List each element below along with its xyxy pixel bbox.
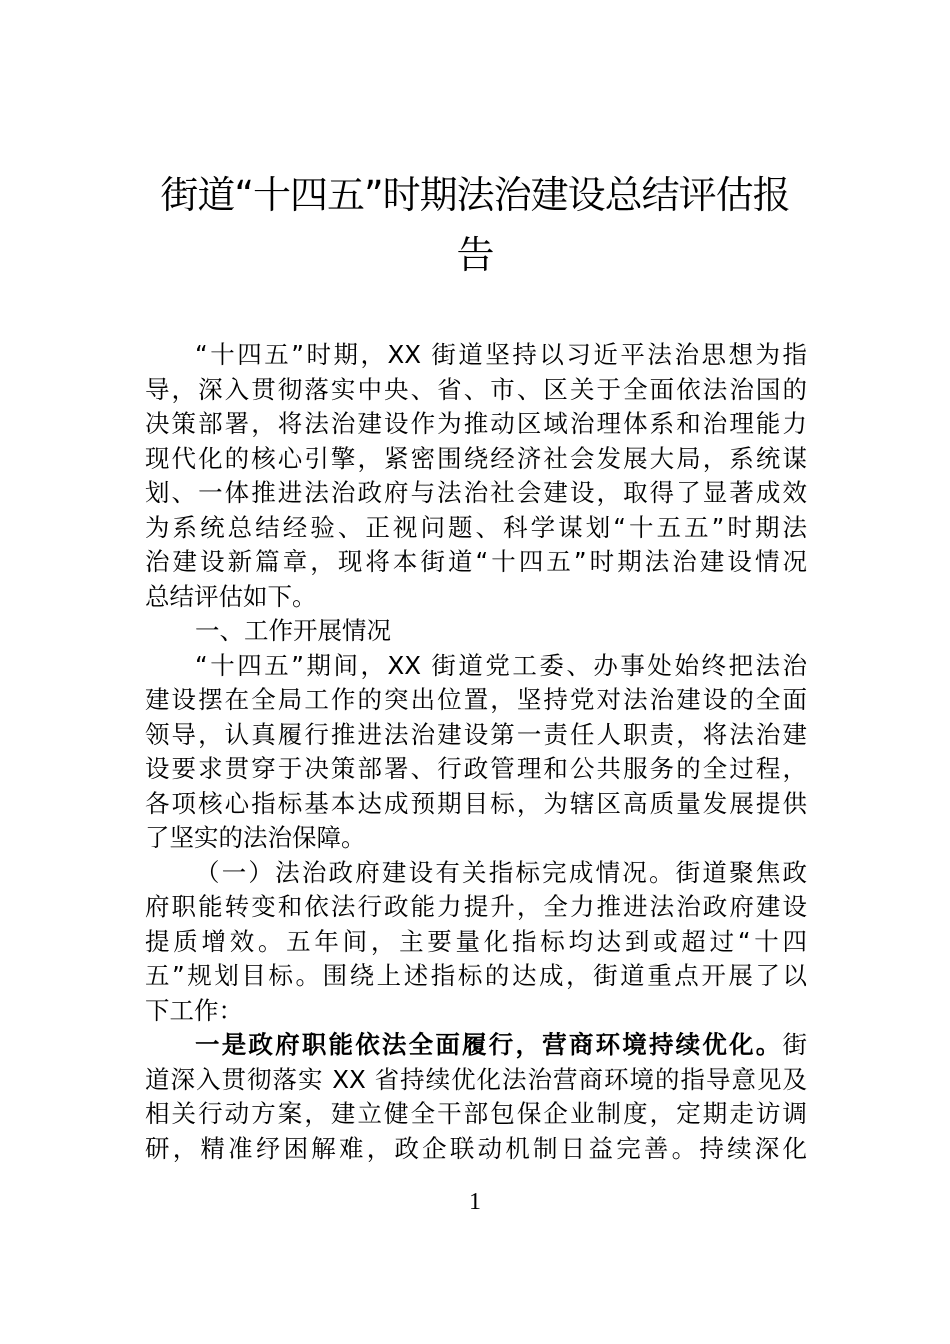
paragraph-line: “十四五”期间，XX 街道党工委、办事处始终把法治 [195, 650, 807, 680]
paragraph-line: 五”规划目标。围绕上述指标的达成，街道重点开展了以 [145, 961, 807, 990]
paragraph-line-with-bold-lead [145, 1028, 807, 1063]
paragraph-line: 研，精准纾困解难，政企联动机制日益完善。持续深化 [145, 1133, 807, 1163]
paragraph-line: 治建设新篇章，现将本街道“十四五”时期法治建设情况 [145, 547, 807, 576]
paragraph-line: 划、一体推进法治政府与法治社会建设，取得了显著成效 [145, 478, 807, 507]
paragraph-line: 各项核心指标基本达成预期目标，为辖区高质量发展提供 [145, 788, 807, 818]
page-number: 1 [469, 1189, 481, 1215]
paragraph-text: 街 [782, 1030, 807, 1059]
paragraph-line: 领导，认真履行推进法治建设第一责任人职责，将法治建 [145, 719, 807, 749]
paragraph-line: 提质增效。五年间，主要量化指标均达到或超过“十四 [145, 926, 807, 956]
paragraph-line: 决策部署，将法治建设作为推动区域治理体系和治理能力 [145, 409, 807, 438]
paragraph-line: 设要求贯穿于决策部署、行政管理和公共服务的全过程， [145, 754, 807, 783]
paragraph-line: 了坚实的法治保障。 [145, 823, 366, 852]
document-title-line-2: 告 [456, 233, 494, 277]
bold-lead-sentence: 一是政府职能依法全面履行，营商环境持续优化。 [195, 1030, 783, 1059]
document-body [145, 338, 807, 1166]
paragraph-line: “十四五”时期，XX 街道坚持以习近平法治思想为指 [195, 340, 807, 369]
paragraph-line: 为系统总结经验、正视问题、科学谋划“十五五”时期法 [145, 512, 807, 542]
paragraph-line: 现代化的核心引擎，紧密围绕经济社会发展大局，系统谋 [145, 443, 807, 473]
subsection-heading-line: （一）法治政府建设有关指标完成情况。街道聚焦政 [195, 857, 807, 887]
paragraph-line: 下工作： [145, 995, 243, 1025]
paragraph-line: 建设摆在全局工作的突出位置，坚持党对法治建设的全面 [145, 685, 807, 714]
document-title-line-1: 街道“十四五”时期法治建设总结评估报 [160, 173, 790, 217]
paragraph-line: 导，深入贯彻落实中央、省、市、区关于全面依法治国的 [145, 374, 807, 404]
paragraph-line: 总结评估如下。 [145, 581, 317, 611]
paragraph-line: 相关行动方案，建立健全干部包保企业制度，定期走访调 [145, 1099, 807, 1128]
paragraph-line: 府职能转变和依法行政能力提升，全力推进法治政府建设 [145, 892, 807, 921]
paragraph-line: 道深入贯彻落实 XX 省持续优化法治营商环境的指导意见及 [145, 1064, 807, 1094]
section-heading: 一、工作开展情况 [195, 616, 391, 645]
